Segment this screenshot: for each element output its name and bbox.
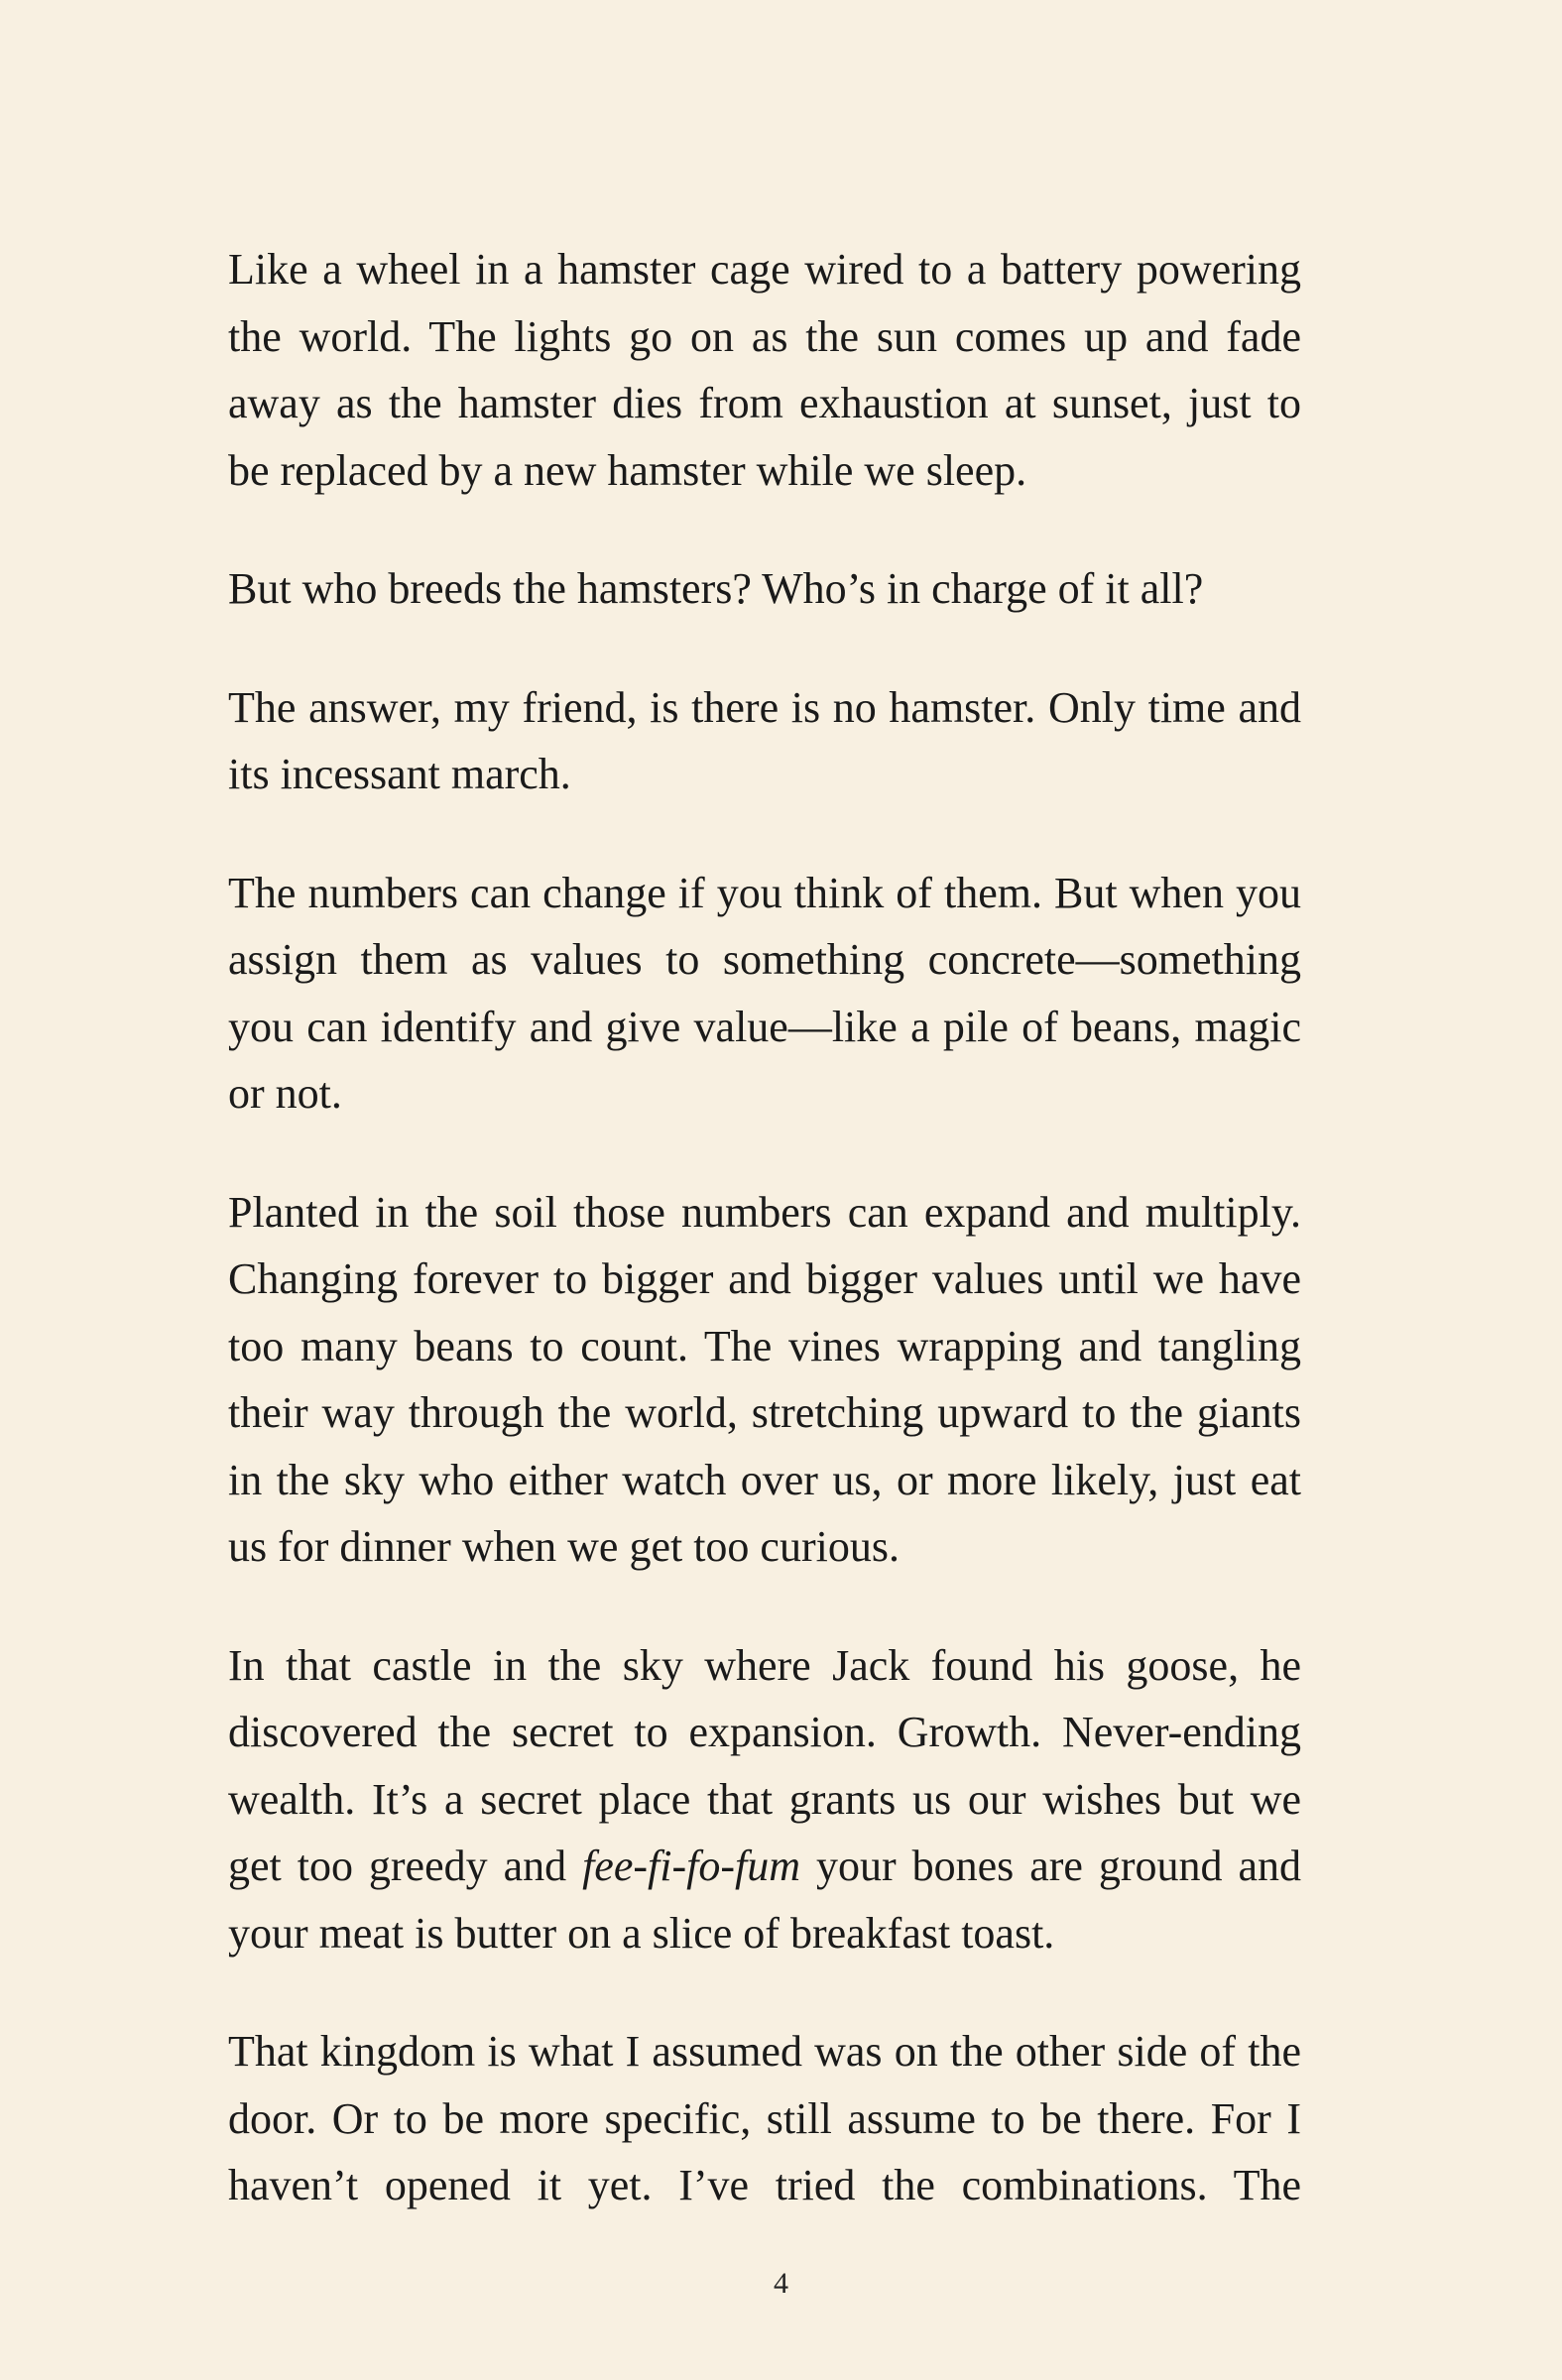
paragraph-1: Like a wheel in a hamster cage wired to a battery powering the world. The lights go on as the sun comes up and fade away as the hamster dies from exhaustion at sunset, just to be replaced by a new hamster while we sleep. [228, 245, 1301, 495]
paragraph-4: The numbers can change if you think of them. But when you assign them as values to something concrete—something you can identify and give value—like a pile of beans, magic or not. [228, 868, 1301, 1118]
paragraph-2: But who breeds the hamsters? Who’s in charge of it all? [228, 564, 1204, 613]
paragraph-5: Planted in the soil those numbers can expand and multiply. Changing forever to bigger and bigger values until we have too many beans to count. The vines wrapping and tangling their way through the world, stretching upward to the giants in the sky who either watch over us, or more likely, just eat us for dinner when we get too curious. [228, 1187, 1301, 1571]
paragraph-6-text-end: your bones are ground and your meat is butter on a slice of breakfast toast. [228, 1842, 1302, 1958]
paragraph-6 [228, 1632, 1301, 1967]
paragraph-7: That kingdom is what I assumed was on the other side of the door. Or to be more specific, still assume to be there. For I haven’t opened it yet. I’ve tried the combinations. The [228, 2027, 1301, 2209]
page-body [228, 236, 1301, 2271]
page-number: 4 [774, 2267, 788, 2300]
paragraph-3: The answer, my friend, is there is no hamster. Only time and its incessant march. [228, 682, 1301, 798]
paragraph-6-text-start: In that castle in the sky where Jack found his goose, he discovered the secret to expansion. Growth. Never-ending wealth. It’s a secret place that grants us our wishes but we get too greedy and [228, 1640, 1301, 1890]
paragraph-6-italic-phrase: fee-fi-fo-fum [582, 1842, 800, 1890]
